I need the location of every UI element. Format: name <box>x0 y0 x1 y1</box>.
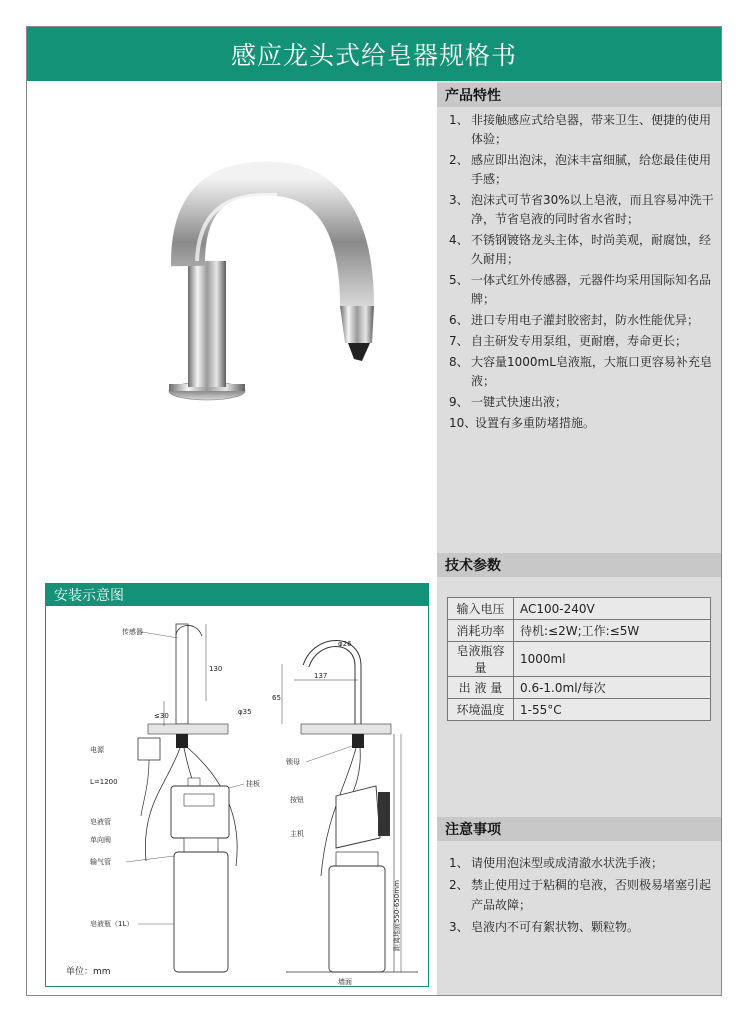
list-item: 9、 一键式快速出液； <box>449 395 568 409</box>
table-row: 消耗功率 待机:≤2W;工作:≤5W <box>448 620 711 642</box>
table-row: 出 液 量 0.6-1.0ml/每次 <box>448 677 711 699</box>
features-list <box>449 111 717 435</box>
left-column <box>27 81 437 995</box>
right-column <box>437 81 721 995</box>
list-item: 2、 禁止使用过于粘稠的皂液，否则极易堵塞引起产品故障； <box>449 878 712 912</box>
bottle-label: 皂液瓶（1L） <box>90 920 134 928</box>
table-row: 环境温度 1-55°C <box>448 699 711 721</box>
list-item: 1、 非接触感应式给皂器，带来卫生、便捷的使用体验； <box>449 113 712 146</box>
bracket-label: 挂板 <box>246 780 260 788</box>
list-item: 5、 一体式红外传感器，元器件均采用国际知名品牌； <box>449 273 712 306</box>
list-item: 2、 感应即出泡沫，泡沫丰富细腻，给您最佳使用手感； <box>449 153 712 186</box>
table-row: 皂液瓶容量 1000ml <box>448 642 711 677</box>
check-valve-label: 单向阀 <box>90 836 111 844</box>
install-diagram-panel <box>45 583 429 987</box>
power-label: 电源 <box>90 746 104 754</box>
air-tube-label: 输气管 <box>90 858 111 866</box>
list-item: 7、 自主研发专用泵组，更耐磨，寿命更长； <box>449 334 688 348</box>
dim-26-label: φ26 <box>338 640 352 648</box>
sensor-label: 传感器 <box>122 628 143 636</box>
notes-heading: 注意事项 <box>437 817 721 841</box>
button-label: 按钮 <box>290 796 304 804</box>
list-item: 6、 进口专用电子灌封胶密封，防水性能优异； <box>449 313 700 327</box>
dim-65-label: 65 <box>272 694 281 702</box>
list-item: 1、 请使用泡沫型或成清澈水状洗手液； <box>449 856 664 870</box>
soap-tube-label: 皂液管 <box>90 818 111 826</box>
spec-sheet <box>26 26 722 996</box>
list-item: 3、 泡沫式可节省30%以上皂液，而且容易冲洗干净，节省皂液的同时省水省时； <box>449 193 714 226</box>
table-row: 输入电压 AC100-240V <box>448 598 711 620</box>
install-diagram <box>46 606 428 986</box>
dim-137-label: 137 <box>314 672 328 680</box>
dim-30-label: ≤30 <box>154 712 169 720</box>
height-label: 距离地面550-650mm <box>393 880 401 951</box>
nut-label: 锁母 <box>286 758 300 766</box>
specs-table <box>447 597 711 721</box>
faucet-product-image <box>27 81 437 501</box>
dim-35-label: φ35 <box>238 708 252 716</box>
install-heading: 安装示意图 <box>46 584 428 606</box>
list-item: 10、 设置有多重防堵措施。 <box>449 416 596 430</box>
floor-label: 墙面 <box>338 978 352 986</box>
notes-list <box>449 853 717 939</box>
cable-length-label: L=1200 <box>90 778 118 786</box>
host-label: 主机 <box>290 830 304 838</box>
features-heading: 产品特性 <box>437 83 721 107</box>
list-item: 3、 皂液内不可有絮状物、颗粒物。 <box>449 920 640 934</box>
list-item: 4、 不锈钢镀铬龙头主体，时尚美观，耐腐蚀，经久耐用； <box>449 233 712 266</box>
dim-130-label: 130 <box>209 665 223 673</box>
specs-heading: 技术参数 <box>437 553 721 577</box>
page-title: 感应龙头式给皂器规格书 <box>27 27 721 81</box>
unit-label: 单位：mm <box>66 967 111 977</box>
list-item: 8、 大容量1000mL皂液瓶，大瓶口更容易补充皂液； <box>449 355 712 388</box>
